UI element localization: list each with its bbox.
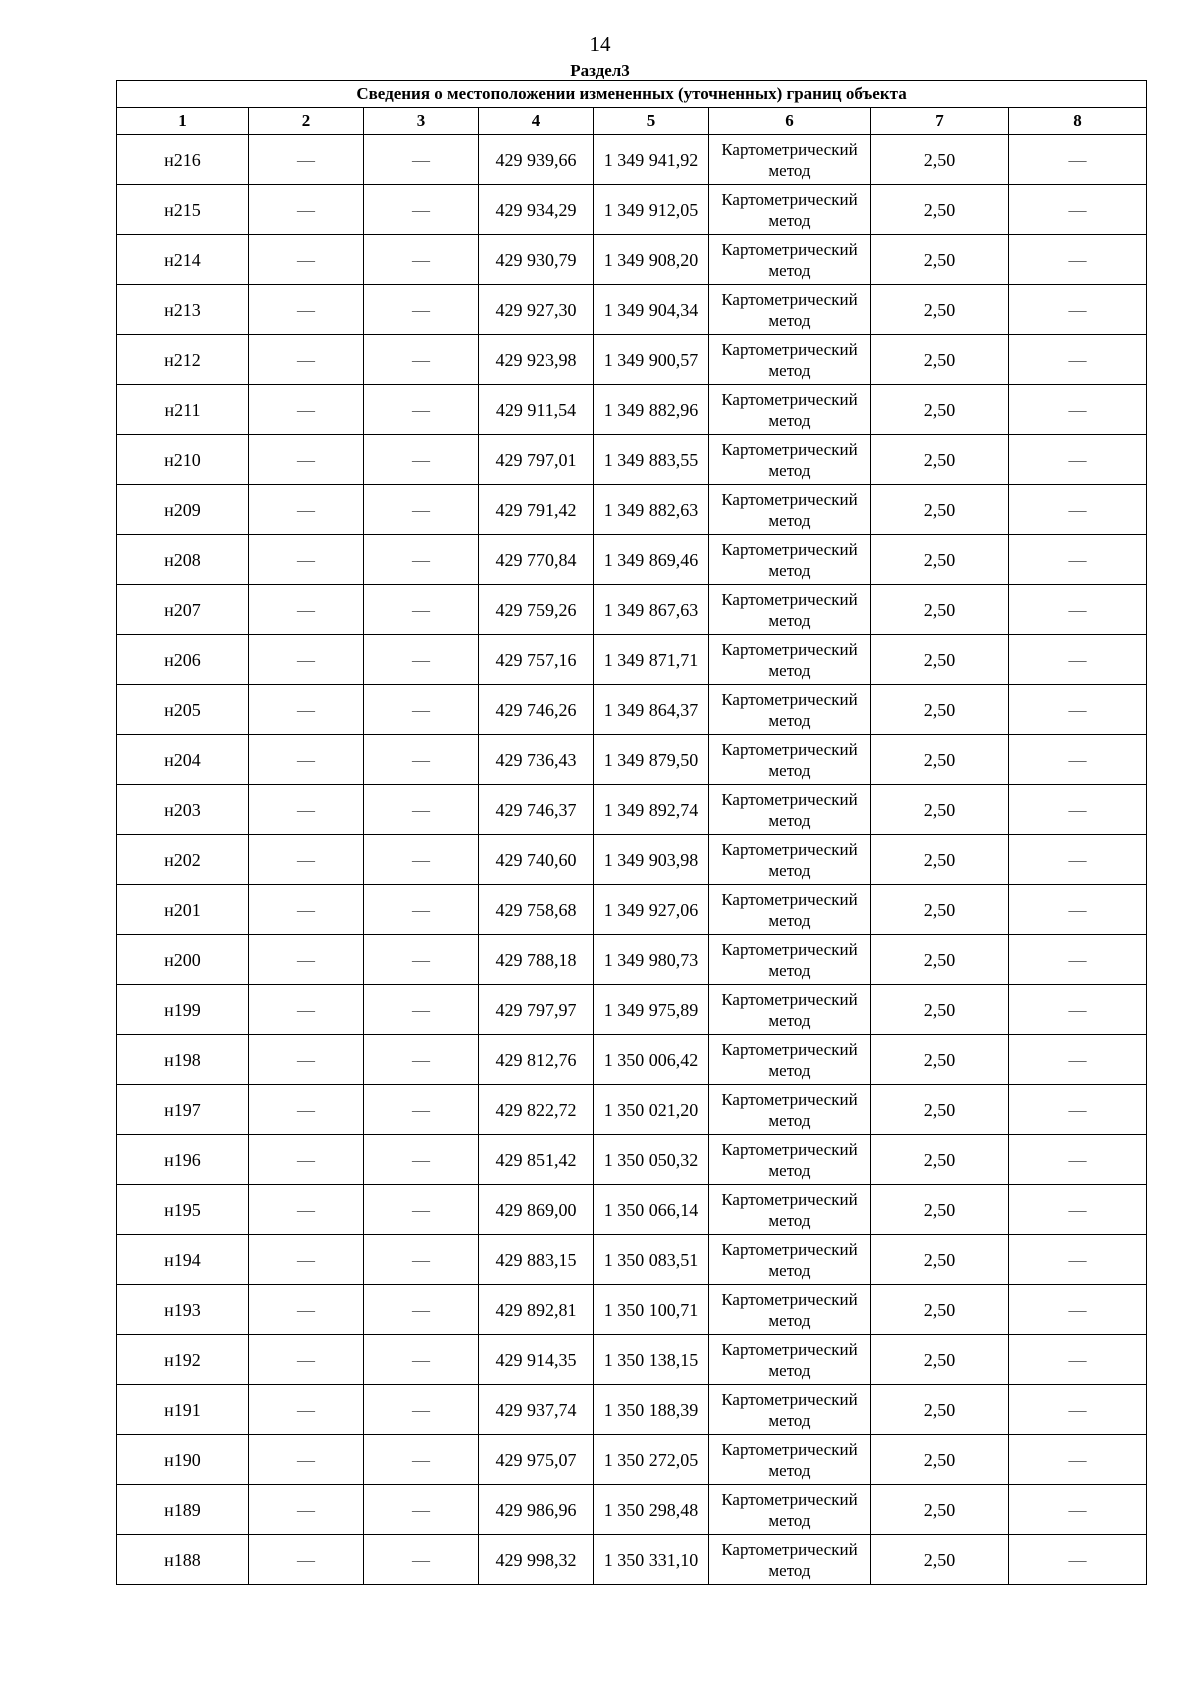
- coord-y: 1 350 006,42: [594, 1035, 709, 1085]
- cell-col3: —: [364, 335, 479, 385]
- cell-col3: —: [364, 935, 479, 985]
- cell-col3: —: [364, 1185, 479, 1235]
- table-row: [117, 335, 1147, 385]
- cell-col2: —: [249, 1285, 364, 1335]
- cell-col8: —: [1009, 1285, 1147, 1335]
- point-name: н209: [117, 485, 249, 535]
- cell-col3: —: [364, 185, 479, 235]
- cell-col8: —: [1009, 1235, 1147, 1285]
- cell-col2: —: [249, 535, 364, 585]
- accuracy: 2,50: [871, 235, 1009, 285]
- cell-col3: —: [364, 1335, 479, 1385]
- cell-col2: —: [249, 685, 364, 735]
- cell-col2: —: [249, 985, 364, 1035]
- accuracy: 2,50: [871, 1285, 1009, 1335]
- column-number: 4: [479, 108, 594, 135]
- method: Картометрический метод: [709, 435, 871, 485]
- table-row: [117, 735, 1147, 785]
- coord-x: 429 746,37: [479, 785, 594, 835]
- method: Картометрический метод: [709, 1085, 871, 1135]
- coord-y: 1 349 908,20: [594, 235, 709, 285]
- coord-x: 429 923,98: [479, 335, 594, 385]
- accuracy: 2,50: [871, 285, 1009, 335]
- coord-y: 1 350 272,05: [594, 1435, 709, 1485]
- cell-col2: —: [249, 485, 364, 535]
- table-row: [117, 185, 1147, 235]
- cell-col2: —: [249, 335, 364, 385]
- accuracy: 2,50: [871, 1135, 1009, 1185]
- cell-col2: —: [249, 835, 364, 885]
- cell-col3: —: [364, 835, 479, 885]
- coord-x: 429 883,15: [479, 1235, 594, 1285]
- point-name: н210: [117, 435, 249, 485]
- cell-col2: —: [249, 935, 364, 985]
- point-name: н200: [117, 935, 249, 985]
- cell-col8: —: [1009, 285, 1147, 335]
- accuracy: 2,50: [871, 135, 1009, 185]
- method: Картометрический метод: [709, 1285, 871, 1335]
- cell-col2: —: [249, 285, 364, 335]
- accuracy: 2,50: [871, 635, 1009, 685]
- accuracy: 2,50: [871, 885, 1009, 935]
- coord-y: 1 350 138,15: [594, 1335, 709, 1385]
- cell-col2: —: [249, 1385, 364, 1435]
- method: Картометрический метод: [709, 1185, 871, 1235]
- accuracy: 2,50: [871, 185, 1009, 235]
- accuracy: 2,50: [871, 1485, 1009, 1535]
- point-name: н194: [117, 1235, 249, 1285]
- point-name: н208: [117, 535, 249, 585]
- method: Картометрический метод: [709, 285, 871, 335]
- cell-col8: —: [1009, 1135, 1147, 1185]
- coord-y: 1 349 864,37: [594, 685, 709, 735]
- accuracy: 2,50: [871, 1085, 1009, 1135]
- cell-col2: —: [249, 585, 364, 635]
- coord-x: 429 975,07: [479, 1435, 594, 1485]
- coord-y: 1 349 903,98: [594, 835, 709, 885]
- cell-col8: —: [1009, 135, 1147, 185]
- table-row: [117, 1285, 1147, 1335]
- method: Картометрический метод: [709, 1385, 871, 1435]
- coord-y: 1 350 100,71: [594, 1285, 709, 1335]
- cell-col3: —: [364, 1435, 479, 1485]
- cell-col3: —: [364, 635, 479, 685]
- accuracy: 2,50: [871, 585, 1009, 635]
- cell-col3: —: [364, 235, 479, 285]
- accuracy: 2,50: [871, 835, 1009, 885]
- coord-x: 429 934,29: [479, 185, 594, 235]
- coord-x: 429 986,96: [479, 1485, 594, 1535]
- cell-col8: —: [1009, 335, 1147, 385]
- table-row: [117, 435, 1147, 485]
- point-name: н204: [117, 735, 249, 785]
- cell-col8: —: [1009, 685, 1147, 735]
- point-name: н215: [117, 185, 249, 235]
- accuracy: 2,50: [871, 535, 1009, 585]
- cell-col3: —: [364, 585, 479, 635]
- cell-col8: —: [1009, 785, 1147, 835]
- coord-y: 1 349 871,71: [594, 635, 709, 685]
- method: Картометрический метод: [709, 585, 871, 635]
- point-name: н197: [117, 1085, 249, 1135]
- cell-col2: —: [249, 1035, 364, 1085]
- table-title: Сведения о местоположении измененных (уточненных) границ объекта: [117, 81, 1147, 108]
- method: Картометрический метод: [709, 735, 871, 785]
- cell-col3: —: [364, 885, 479, 935]
- method: Картометрический метод: [709, 185, 871, 235]
- cell-col2: —: [249, 1485, 364, 1535]
- cell-col3: —: [364, 385, 479, 435]
- coord-x: 429 770,84: [479, 535, 594, 585]
- table-row: [117, 1335, 1147, 1385]
- table-row: [117, 1385, 1147, 1435]
- method: Картометрический метод: [709, 1035, 871, 1085]
- point-name: н206: [117, 635, 249, 685]
- cell-col8: —: [1009, 1535, 1147, 1585]
- cell-col2: —: [249, 1435, 364, 1485]
- point-name: н203: [117, 785, 249, 835]
- point-name: н196: [117, 1135, 249, 1185]
- coord-y: 1 349 879,50: [594, 735, 709, 785]
- method: Картометрический метод: [709, 235, 871, 285]
- coord-y: 1 349 900,57: [594, 335, 709, 385]
- coord-x: 429 797,97: [479, 985, 594, 1035]
- section-label: Раздел3: [570, 61, 630, 80]
- coord-x: 429 927,30: [479, 285, 594, 335]
- method: Картометрический метод: [709, 1235, 871, 1285]
- coord-y: 1 350 188,39: [594, 1385, 709, 1435]
- coord-y: 1 349 892,74: [594, 785, 709, 835]
- cell-col3: —: [364, 785, 479, 835]
- table-row: [117, 685, 1147, 735]
- coord-y: 1 350 050,32: [594, 1135, 709, 1185]
- table-row: [117, 1435, 1147, 1485]
- table-row: [117, 1085, 1147, 1135]
- point-name: н192: [117, 1335, 249, 1385]
- accuracy: 2,50: [871, 335, 1009, 385]
- column-number: 7: [871, 108, 1009, 135]
- accuracy: 2,50: [871, 1535, 1009, 1585]
- point-name: н188: [117, 1535, 249, 1585]
- cell-col3: —: [364, 435, 479, 485]
- coord-y: 1 350 066,14: [594, 1185, 709, 1235]
- cell-col2: —: [249, 385, 364, 435]
- cell-col8: —: [1009, 385, 1147, 435]
- method: Картометрический метод: [709, 685, 871, 735]
- coord-y: 1 349 975,89: [594, 985, 709, 1035]
- table-row: [117, 485, 1147, 535]
- table-row: [117, 885, 1147, 935]
- cell-col3: —: [364, 535, 479, 585]
- cell-col2: —: [249, 235, 364, 285]
- point-name: н205: [117, 685, 249, 735]
- table-row: [117, 985, 1147, 1035]
- coord-x: 429 914,35: [479, 1335, 594, 1385]
- method: Картометрический метод: [709, 1435, 871, 1485]
- coord-y: 1 350 331,10: [594, 1535, 709, 1585]
- cell-col3: —: [364, 1485, 479, 1535]
- cell-col8: —: [1009, 185, 1147, 235]
- point-name: н213: [117, 285, 249, 335]
- coord-x: 429 851,42: [479, 1135, 594, 1185]
- point-name: н207: [117, 585, 249, 635]
- cell-col3: —: [364, 285, 479, 335]
- column-number: 2: [249, 108, 364, 135]
- cell-col8: —: [1009, 835, 1147, 885]
- cell-col3: —: [364, 1285, 479, 1335]
- cell-col8: —: [1009, 485, 1147, 535]
- cell-col8: —: [1009, 635, 1147, 685]
- coord-x: 429 797,01: [479, 435, 594, 485]
- point-name: н202: [117, 835, 249, 885]
- accuracy: 2,50: [871, 935, 1009, 985]
- cell-col8: —: [1009, 1085, 1147, 1135]
- method: Картометрический метод: [709, 985, 871, 1035]
- method: Картометрический метод: [709, 1485, 871, 1535]
- table-row: [117, 1235, 1147, 1285]
- column-number-row: [117, 108, 1147, 135]
- method: Картометрический метод: [709, 385, 871, 435]
- method: Картометрический метод: [709, 135, 871, 185]
- point-name: н191: [117, 1385, 249, 1435]
- cell-col8: —: [1009, 1435, 1147, 1485]
- coord-x: 429 757,16: [479, 635, 594, 685]
- column-number: 5: [594, 108, 709, 135]
- method: Картометрический метод: [709, 1335, 871, 1385]
- cell-col8: —: [1009, 1185, 1147, 1235]
- column-number: 6: [709, 108, 871, 135]
- method: Картометрический метод: [709, 635, 871, 685]
- coord-x: 429 788,18: [479, 935, 594, 985]
- table-row: [117, 535, 1147, 585]
- cell-col2: —: [249, 185, 364, 235]
- cell-col3: —: [364, 1235, 479, 1285]
- point-name: н193: [117, 1285, 249, 1335]
- coord-x: 429 791,42: [479, 485, 594, 535]
- table-row: [117, 1485, 1147, 1535]
- table-row: [117, 785, 1147, 835]
- coord-y: 1 349 867,63: [594, 585, 709, 635]
- method: Картометрический метод: [709, 785, 871, 835]
- accuracy: 2,50: [871, 685, 1009, 735]
- table-row: [117, 585, 1147, 635]
- cell-col2: —: [249, 785, 364, 835]
- cell-col8: —: [1009, 535, 1147, 585]
- cell-col3: —: [364, 1535, 479, 1585]
- cell-col2: —: [249, 1235, 364, 1285]
- cell-col3: —: [364, 1385, 479, 1435]
- accuracy: 2,50: [871, 385, 1009, 435]
- cell-col2: —: [249, 135, 364, 185]
- column-number: 1: [117, 108, 249, 135]
- table-row: [117, 285, 1147, 335]
- cell-col2: —: [249, 735, 364, 785]
- cell-col3: —: [364, 685, 479, 735]
- point-name: н195: [117, 1185, 249, 1235]
- table-body: [117, 135, 1147, 1585]
- coord-y: 1 349 980,73: [594, 935, 709, 985]
- coord-x: 429 759,26: [479, 585, 594, 635]
- coord-y: 1 349 927,06: [594, 885, 709, 935]
- method: Картометрический метод: [709, 485, 871, 535]
- point-name: н199: [117, 985, 249, 1035]
- column-number: 8: [1009, 108, 1147, 135]
- column-number: 3: [364, 108, 479, 135]
- accuracy: 2,50: [871, 435, 1009, 485]
- cell-col2: —: [249, 1185, 364, 1235]
- coord-x: 429 869,00: [479, 1185, 594, 1235]
- cell-col3: —: [364, 135, 479, 185]
- coord-y: 1 349 882,63: [594, 485, 709, 535]
- coord-y: 1 350 021,20: [594, 1085, 709, 1135]
- coord-x: 429 822,72: [479, 1085, 594, 1135]
- cell-col8: —: [1009, 735, 1147, 785]
- cell-col3: —: [364, 735, 479, 785]
- cell-col8: —: [1009, 1035, 1147, 1085]
- method: Картометрический метод: [709, 1135, 871, 1185]
- table-row: [117, 385, 1147, 435]
- cell-col3: —: [364, 985, 479, 1035]
- accuracy: 2,50: [871, 1235, 1009, 1285]
- cell-col3: —: [364, 1135, 479, 1185]
- cell-col8: —: [1009, 985, 1147, 1035]
- cell-col2: —: [249, 1085, 364, 1135]
- cell-col8: —: [1009, 1385, 1147, 1435]
- cell-col2: —: [249, 885, 364, 935]
- point-name: н211: [117, 385, 249, 435]
- coord-y: 1 349 904,34: [594, 285, 709, 335]
- table-row: [117, 1535, 1147, 1585]
- point-name: н212: [117, 335, 249, 385]
- point-name: н214: [117, 235, 249, 285]
- coord-x: 429 911,54: [479, 385, 594, 435]
- point-name: н198: [117, 1035, 249, 1085]
- cell-col2: —: [249, 1335, 364, 1385]
- table-row: [117, 235, 1147, 285]
- table-row: [117, 1135, 1147, 1185]
- coord-x: 429 736,43: [479, 735, 594, 785]
- point-name: н189: [117, 1485, 249, 1535]
- coord-y: 1 349 869,46: [594, 535, 709, 585]
- table-row: [117, 135, 1147, 185]
- accuracy: 2,50: [871, 1385, 1009, 1435]
- coord-x: 429 998,32: [479, 1535, 594, 1585]
- coord-y: 1 349 912,05: [594, 185, 709, 235]
- coord-y: 1 349 941,92: [594, 135, 709, 185]
- table-row: [117, 1185, 1147, 1235]
- coord-x: 429 937,74: [479, 1385, 594, 1435]
- cell-col8: —: [1009, 885, 1147, 935]
- cell-col8: —: [1009, 1335, 1147, 1385]
- cell-col8: —: [1009, 935, 1147, 985]
- table-row: [117, 835, 1147, 885]
- cell-col3: —: [364, 1035, 479, 1085]
- coord-y: 1 349 882,96: [594, 385, 709, 435]
- cell-col3: —: [364, 1085, 479, 1135]
- cell-col2: —: [249, 435, 364, 485]
- cell-col3: —: [364, 485, 479, 535]
- method: Картометрический метод: [709, 935, 871, 985]
- cell-col8: —: [1009, 1485, 1147, 1535]
- coord-x: 429 740,60: [479, 835, 594, 885]
- accuracy: 2,50: [871, 1035, 1009, 1085]
- method: Картометрический метод: [709, 535, 871, 585]
- cell-col2: —: [249, 635, 364, 685]
- method: Картометрический метод: [709, 1535, 871, 1585]
- cell-col2: —: [249, 1535, 364, 1585]
- coord-x: 429 812,76: [479, 1035, 594, 1085]
- coord-x: 429 746,26: [479, 685, 594, 735]
- cell-col8: —: [1009, 585, 1147, 635]
- point-name: н216: [117, 135, 249, 185]
- table-row: [117, 635, 1147, 685]
- accuracy: 2,50: [871, 1435, 1009, 1485]
- method: Картометрический метод: [709, 835, 871, 885]
- method: Картометрический метод: [709, 335, 871, 385]
- accuracy: 2,50: [871, 785, 1009, 835]
- cell-col8: —: [1009, 235, 1147, 285]
- method: Картометрический метод: [709, 885, 871, 935]
- accuracy: 2,50: [871, 1185, 1009, 1235]
- table-row: [117, 1035, 1147, 1085]
- coord-y: 1 350 298,48: [594, 1485, 709, 1535]
- coord-x: 429 930,79: [479, 235, 594, 285]
- cell-col8: —: [1009, 435, 1147, 485]
- point-name: н201: [117, 885, 249, 935]
- coord-x: 429 758,68: [479, 885, 594, 935]
- coord-x: 429 892,81: [479, 1285, 594, 1335]
- accuracy: 2,50: [871, 985, 1009, 1035]
- page-number: 14: [589, 32, 611, 56]
- boundary-table: [116, 80, 1147, 1585]
- coord-x: 429 939,66: [479, 135, 594, 185]
- cell-col2: —: [249, 1135, 364, 1185]
- coord-y: 1 349 883,55: [594, 435, 709, 485]
- accuracy: 2,50: [871, 735, 1009, 785]
- coord-y: 1 350 083,51: [594, 1235, 709, 1285]
- point-name: н190: [117, 1435, 249, 1485]
- accuracy: 2,50: [871, 485, 1009, 535]
- accuracy: 2,50: [871, 1335, 1009, 1385]
- table-row: [117, 935, 1147, 985]
